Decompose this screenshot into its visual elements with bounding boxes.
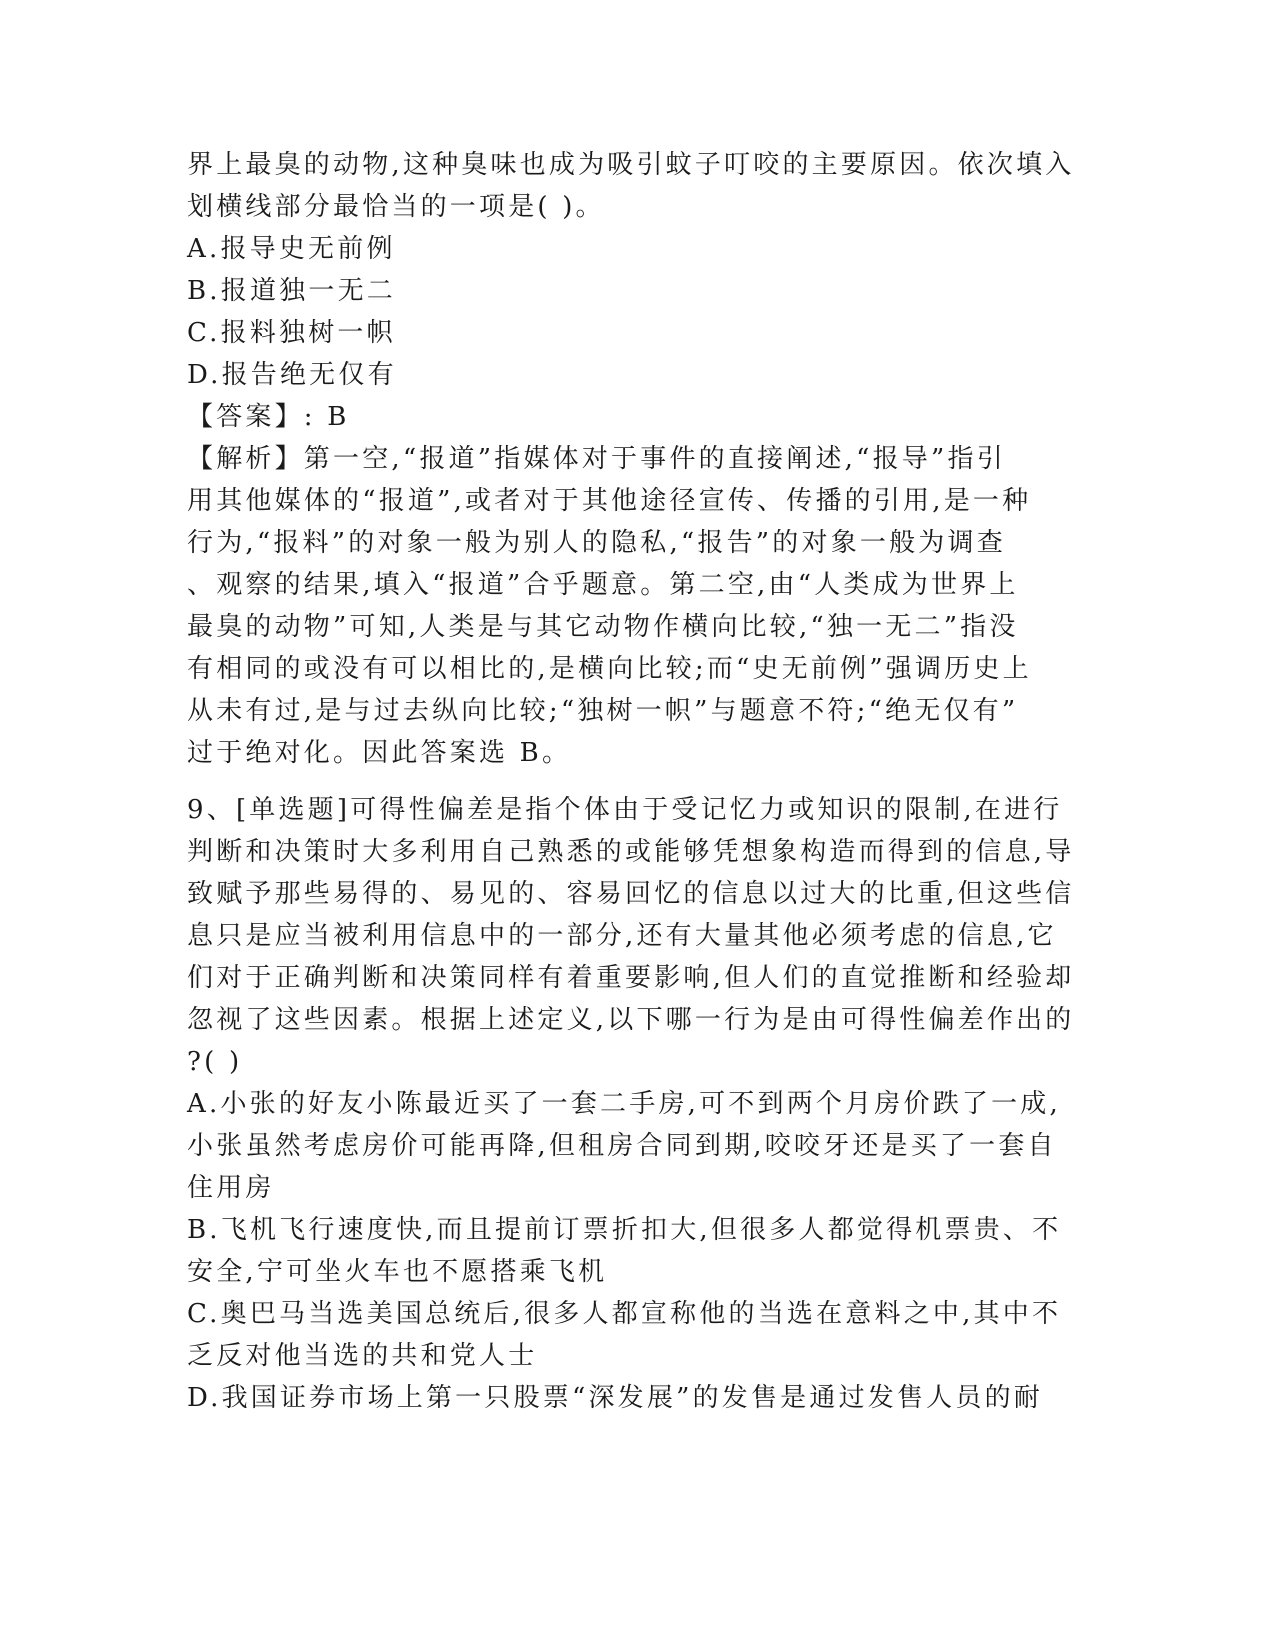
question-8-analysis-line: 从未有过,是与过去纵向比较;“独树一帜”与题意不符;“绝无仅有” [187, 696, 1019, 726]
question-8-option-b: B.报道独一无二 [187, 276, 396, 306]
question-9-stem-line: ?( ) [187, 1047, 243, 1077]
question-8-analysis-line: 、观察的结果,填入“报道”合乎题意。第二空,由“人类成为世界上 [187, 570, 1019, 600]
question-8-analysis-line: 有相同的或没有可以相比的,是横向比较;而“史无前例”强调历史上 [187, 654, 1032, 684]
question-8-stem-line: 划横线部分最恰当的一项是( )。 [187, 192, 605, 222]
question-8-analysis-line: 用其他媒体的“报道”,或者对于其他途径宣传、传播的引用,是一种 [187, 486, 1032, 516]
question-9 [187, 789, 1075, 1419]
question-8-option-d: D.报告绝无仅有 [187, 360, 397, 390]
question-8-analysis-line: 最臭的动物”可知,人类是与其它动物作横向比较,“独一无二”指没 [187, 612, 1019, 642]
question-9-option-a-line: A.小张的好友小陈最近买了一套二手房,可不到两个月房价跌了一成, [187, 1089, 1061, 1119]
question-9-stem-line: 们对于正确判断和决策同样有着重要影响,但人们的直觉推断和经验却 [187, 963, 1075, 993]
question-9-stem-line: 判断和决策时大多利用自己熟悉的或能够凭想象构造而得到的信息,导 [187, 837, 1075, 867]
question-8-analysis-line: 过于绝对化。因此答案选 B。 [187, 738, 572, 768]
question-9-option-b-line: 安全,宁可坐火车也不愿搭乘飞机 [187, 1257, 608, 1287]
question-9-stem-line: 忽视了这些因素。根据上述定义,以下哪一行为是由可得性偏差作出的 [187, 1005, 1075, 1035]
page-content [187, 144, 1075, 1419]
question-9-stem-line: 息只是应当被利用信息中的一部分,还有大量其他必须考虑的信息,它 [187, 921, 1057, 951]
question-9-option-d-line: D.我国证券市场上第一只股票“深发展”的发售是通过发售人员的耐 [187, 1383, 1043, 1413]
question-9-option-c-line: C.奥巴马当选美国总统后,很多人都宣称他的当选在意料之中,其中不 [187, 1299, 1062, 1329]
question-8-option-a: A.报导史无前例 [187, 234, 396, 264]
question-9-option-a-line: 住用房 [187, 1173, 275, 1203]
question-8-analysis-line: 【解析】第一空,“报道”指媒体对于事件的直接阐述,“报导”指引 [187, 444, 1006, 474]
section-gap [187, 774, 1067, 789]
question-9-option-c-line: 乏反对他当选的共和党人士 [187, 1341, 538, 1371]
question-8-answer: 【答案】: B [187, 402, 350, 432]
question-8-analysis-line: 行为,“报料”的对象一般为别人的隐私,“报告”的对象一般为调查 [187, 528, 1006, 558]
question-9-stem-line: 致赋予那些易得的、易见的、容易回忆的信息以过大的比重,但这些信 [187, 879, 1075, 909]
question-9-stem-line: 9、[单选题]可得性偏差是指个体由于受记忆力或知识的限制,在进行 [187, 795, 1063, 825]
question-8-continued [187, 144, 1075, 774]
question-8-stem-line: 界上最臭的动物,这种臭味也成为吸引蚊子叮咬的主要原因。依次填入 [187, 150, 1075, 180]
question-9-option-b-line: B.飞机飞行速度快,而且提前订票折扣大,但很多人都觉得机票贵、不 [187, 1215, 1062, 1245]
question-9-option-a-line: 小张虽然考虑房价可能再降,但租房合同到期,咬咬牙还是买了一套自 [187, 1131, 1057, 1161]
question-8-option-c: C.报料独树一帜 [187, 318, 396, 348]
